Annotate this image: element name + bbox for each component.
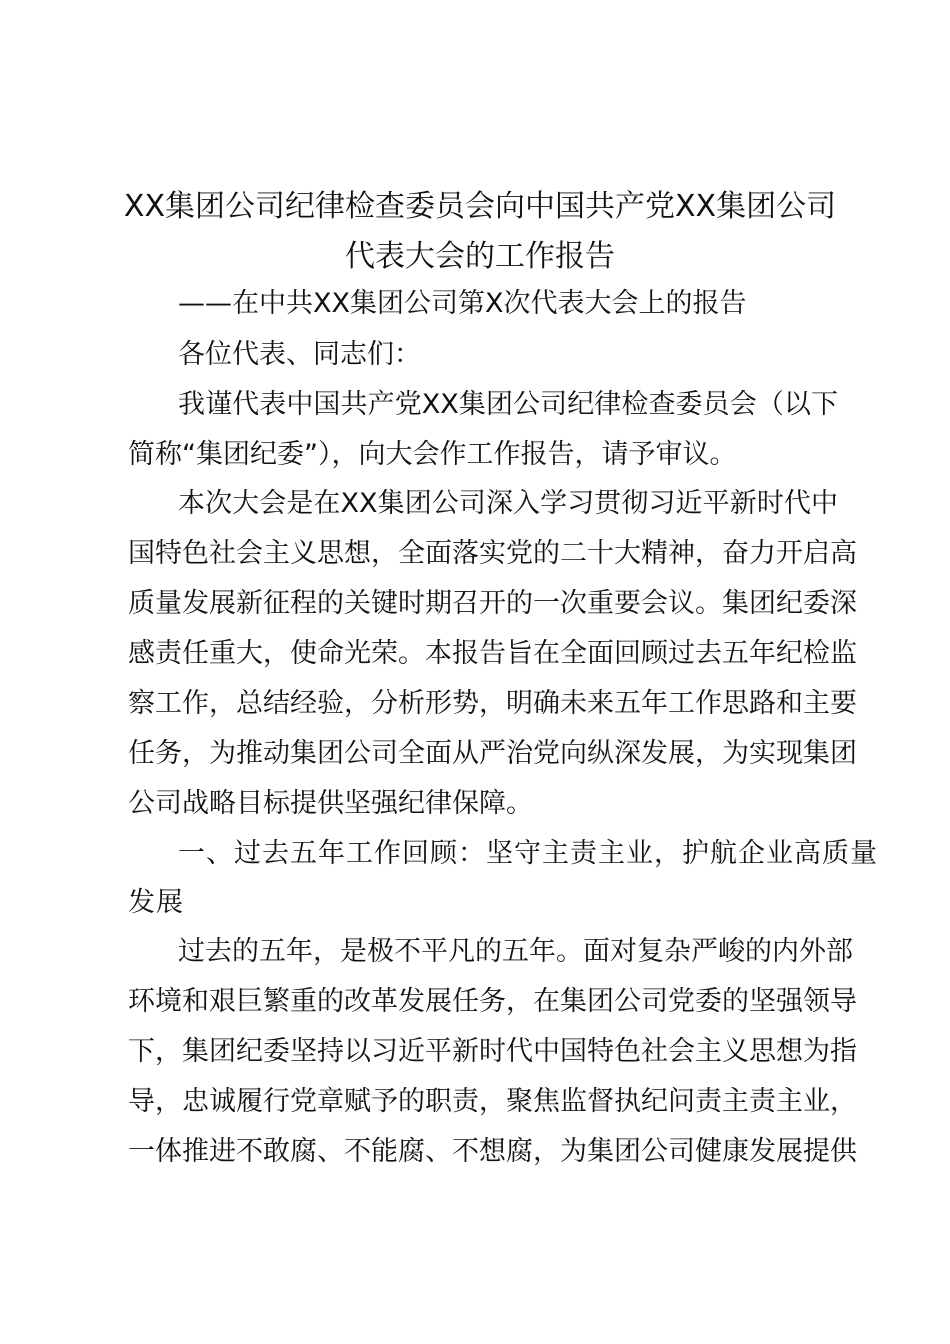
paragraph-2-line: 质量发展新征程的关键时期召开的一次重要会议。集团纪委深 [128,588,857,619]
salutation: 各位代表、同志们： [178,339,421,370]
paragraph-2-line: 察工作，总结经验，分析形势，明确未来五年工作思路和主要 [128,688,857,719]
paragraph-1-line: 简称“集团纪委”），向大会作工作报告，请予审议。 [128,439,737,470]
paragraph-3-line: 导，忠诚履行党章赋予的职责，聚焦监督执纪问责主责主业， [128,1086,857,1117]
report-title-line-2: 代表大会的工作报告 [345,239,615,274]
section-1-heading-line: 一、过去五年工作回顾：坚守主责主业，护航企业高质量 [178,838,878,869]
paragraph-1-line: 我谨代表中国共产党XX集团公司纪律检查委员会（以下 [178,389,838,420]
paragraph-3-line: 环境和艰巨繁重的改革发展任务，在集团公司党委的坚强领导 [128,986,857,1017]
paragraph-3-line: 过去的五年，是极不平凡的五年。面对复杂严峻的内外部 [178,936,853,967]
paragraph-2-line: 本次大会是在XX集团公司深入学习贯彻习近平新时代中 [178,488,838,519]
paragraph-2-line: 公司战略目标提供坚强纪律保障。 [128,788,533,819]
section-1-heading-line: 发展 [128,887,184,918]
report-subtitle: ——在中共XX集团公司第X次代表大会上的报告 [178,288,747,319]
paragraph-3-line: 一体推进不敢腐、不能腐、不想腐，为集团公司健康发展提供 [128,1136,857,1167]
paragraph-3-line: 下，集团纪委坚持以习近平新时代中国特色社会主义思想为指 [128,1036,857,1067]
paragraph-2-line: 任务，为推动集团公司全面从严治党向纵深发展，为实现集团 [128,738,857,769]
paragraph-2-line: 国特色社会主义思想，全面落实党的二十大精神，奋力开启高 [128,538,857,569]
paragraph-2-line: 感责任重大，使命光荣。本报告旨在全面回顾过去五年纪检监 [128,638,857,669]
report-title-line-1: XX集团公司纪律检查委员会向中国共产党XX集团公司 [123,189,837,224]
